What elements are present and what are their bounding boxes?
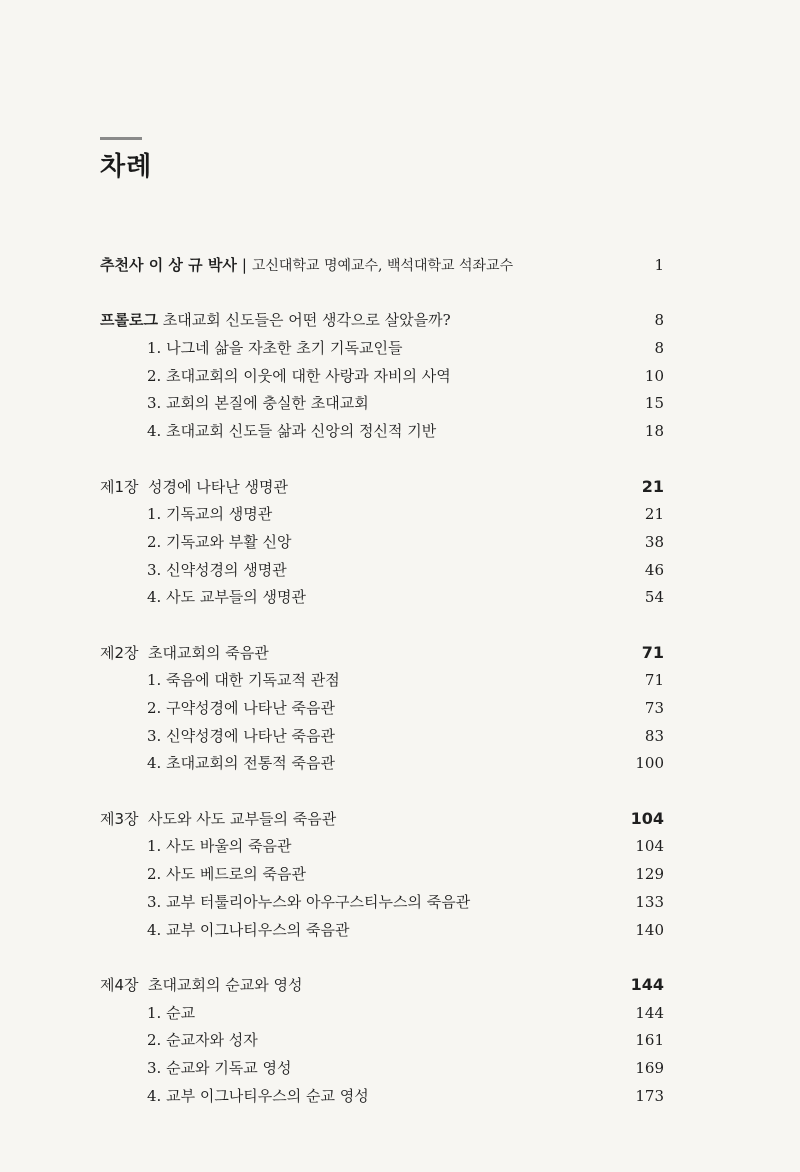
toc-item[interactable]: 1. 사도 바울의 죽음관 104: [147, 837, 664, 856]
toc-item[interactable]: 3. 신약성경에 나타난 죽음관 83: [147, 726, 664, 745]
toc-item[interactable]: 4. 초대교회의 전통적 죽음관 100: [147, 754, 664, 773]
intro-heading: 추천사 이 상 규 박사: [100, 256, 237, 274]
toc-item[interactable]: 4. 교부 이그나티우스의 순교 영성 173: [147, 1086, 664, 1105]
toc-item[interactable]: 2. 초대교회의 이웃에 대한 사랑과 자비의 사역 10: [147, 366, 664, 385]
toc-entry-prologue[interactable]: [100, 309, 664, 337]
page-number: 8: [654, 311, 664, 330]
prologue-heading: 프롤로그: [100, 311, 158, 330]
toc-entry-intro[interactable]: [100, 254, 664, 282]
title-rule: [100, 137, 142, 140]
toc-item[interactable]: 2. 순교자와 성자 161: [147, 1031, 664, 1050]
toc-chapter-3[interactable]: 제3장 사도와 사도 교부들의 죽음관 104: [100, 808, 664, 828]
toc-item[interactable]: 1. 순교 144: [147, 1003, 664, 1022]
toc-item[interactable]: 1. 나그네 삶을 자초한 초기 기독교인들 8: [147, 339, 664, 358]
intro-separator: |: [241, 256, 247, 274]
table-of-contents: [100, 254, 664, 1112]
toc-item[interactable]: 1. 죽음에 대한 기독교적 관점 71: [147, 671, 664, 690]
toc-item[interactable]: 3. 교부 터툴리아누스와 아우구스티누스의 죽음관 133: [147, 892, 664, 911]
intro-subtitle: 고신대학교 명예교수, 백석대학교 석좌교수: [251, 258, 514, 274]
toc-item[interactable]: 4. 초대교회 신도들 삶과 신앙의 정신적 기반 18: [147, 422, 664, 441]
toc-item[interactable]: 2. 기독교와 부활 신앙 38: [147, 532, 664, 551]
toc-item[interactable]: 2. 사도 베드로의 죽음관 129: [147, 865, 664, 884]
toc-item[interactable]: 1. 기독교의 생명관 21: [147, 505, 664, 524]
toc-item[interactable]: 2. 구약성경에 나타난 죽음관 73: [147, 699, 664, 717]
page-number: 1: [654, 256, 664, 274]
prologue-subtitle: 초대교회 신도들은 어떤 생각으로 살았을까?: [162, 311, 451, 330]
toc-chapter-2[interactable]: 제2장 초대교회의 죽음관 71: [100, 642, 664, 662]
toc-item[interactable]: 3. 신약성경의 생명관 46: [147, 560, 664, 579]
toc-chapter-1[interactable]: 제1장 성경에 나타난 생명관 21: [100, 476, 664, 496]
page-title: 차례: [100, 152, 153, 182]
toc-item[interactable]: 4. 사도 교부들의 생명관 54: [147, 588, 664, 607]
toc-chapter-4[interactable]: 제4장 초대교회의 순교와 영성 144: [100, 974, 664, 994]
toc-item[interactable]: 3. 교회의 본질에 충실한 초대교회 15: [147, 394, 664, 413]
toc-item[interactable]: 3. 순교와 기독교 영성 169: [147, 1058, 664, 1077]
toc-item[interactable]: 4. 교부 이그나티우스의 죽음관 140: [147, 920, 664, 939]
